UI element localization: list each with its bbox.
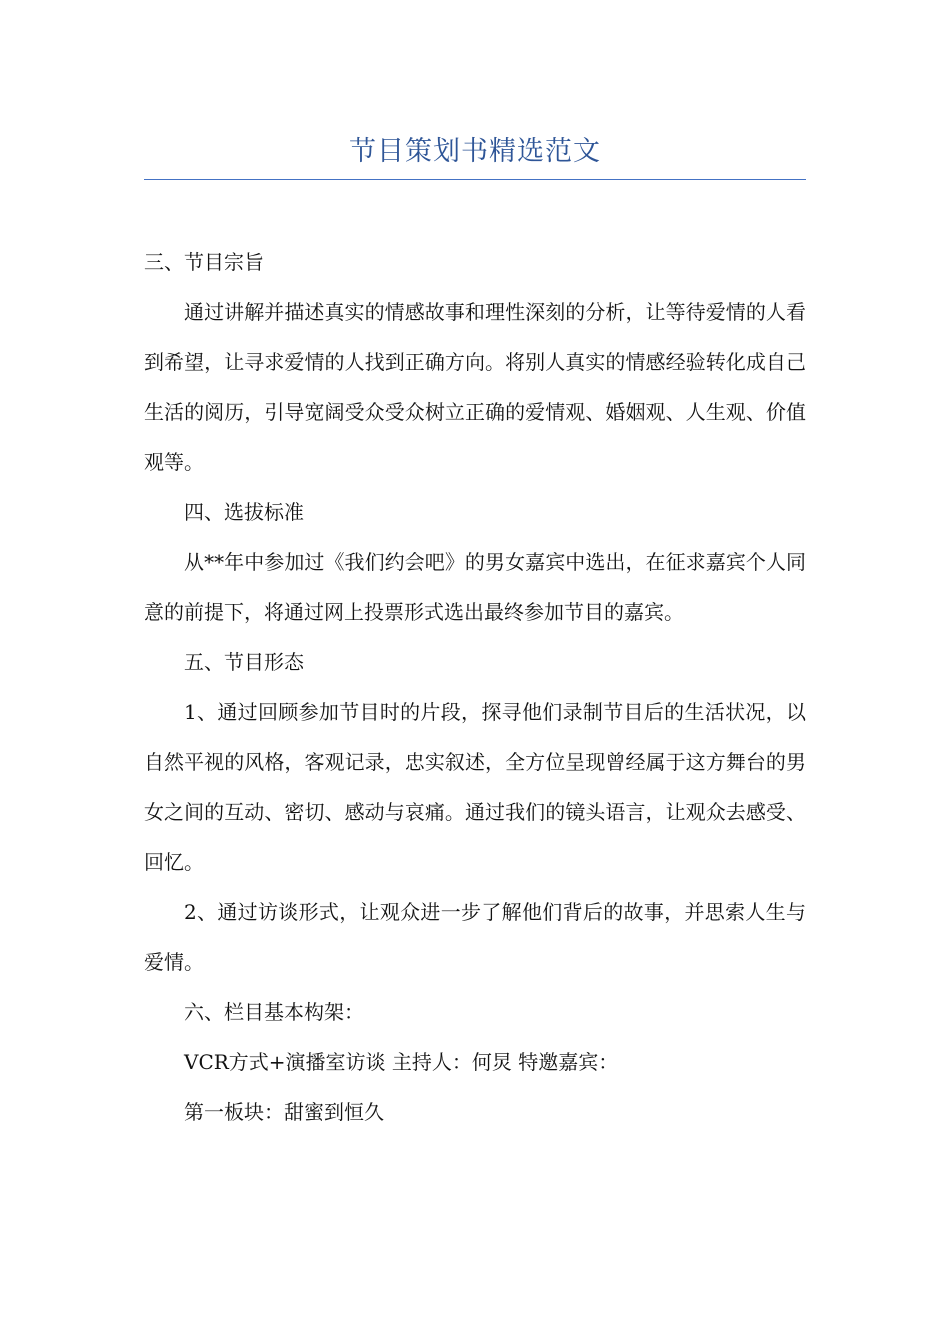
paragraph: 第一板块：甜蜜到恒久: [184, 1100, 384, 1124]
paragraph: 2、通过访谈形式，让观众进一步了解他们背后的故事，并思索人生与爱情。: [144, 900, 806, 974]
paragraph: VCR方式+演播室访谈 主持人：何炅 特邀嘉宾：: [184, 1050, 619, 1074]
paragraph: 从**年中参加过《我们约会吧》的男女嘉宾中选出，在征求嘉宾个人同意的前提下，将通过网上投票形式选出最终参加节目的嘉宾。: [144, 550, 806, 624]
title-underline: [144, 179, 806, 180]
paragraph: 1、通过回顾参加节目时的片段，探寻他们录制节目后的生活状况，以自然平视的风格，客观记录，忠实叙述，全方位呈现曾经属于这方舞台的男女之间的互动、密切、感动与哀痛。通过我们的镜头语言，让观众去感受、回忆。: [144, 700, 806, 874]
document-title: 节目策划书精选范文: [349, 136, 601, 167]
paragraph-section-heading: 六、栏目基本构架：: [184, 1000, 364, 1024]
paragraph: 通过讲解并描述真实的情感故事和理性深刻的分析，让等待爱情的人看到希望，让寻求爱情的人找到正确方向。将别人真实的情感经验转化成自己生活的阅历，引导宽阔受众受众树立正确的爱情观、婚姻观、人生观、价值观等。: [144, 300, 806, 474]
paragraph-section-heading: 三、节目宗旨: [144, 250, 264, 274]
paragraph-section-heading: 五、节目形态: [184, 650, 304, 674]
paragraph-section-heading: 四、选拔标准: [184, 500, 304, 524]
document-body: [144, 237, 806, 1137]
